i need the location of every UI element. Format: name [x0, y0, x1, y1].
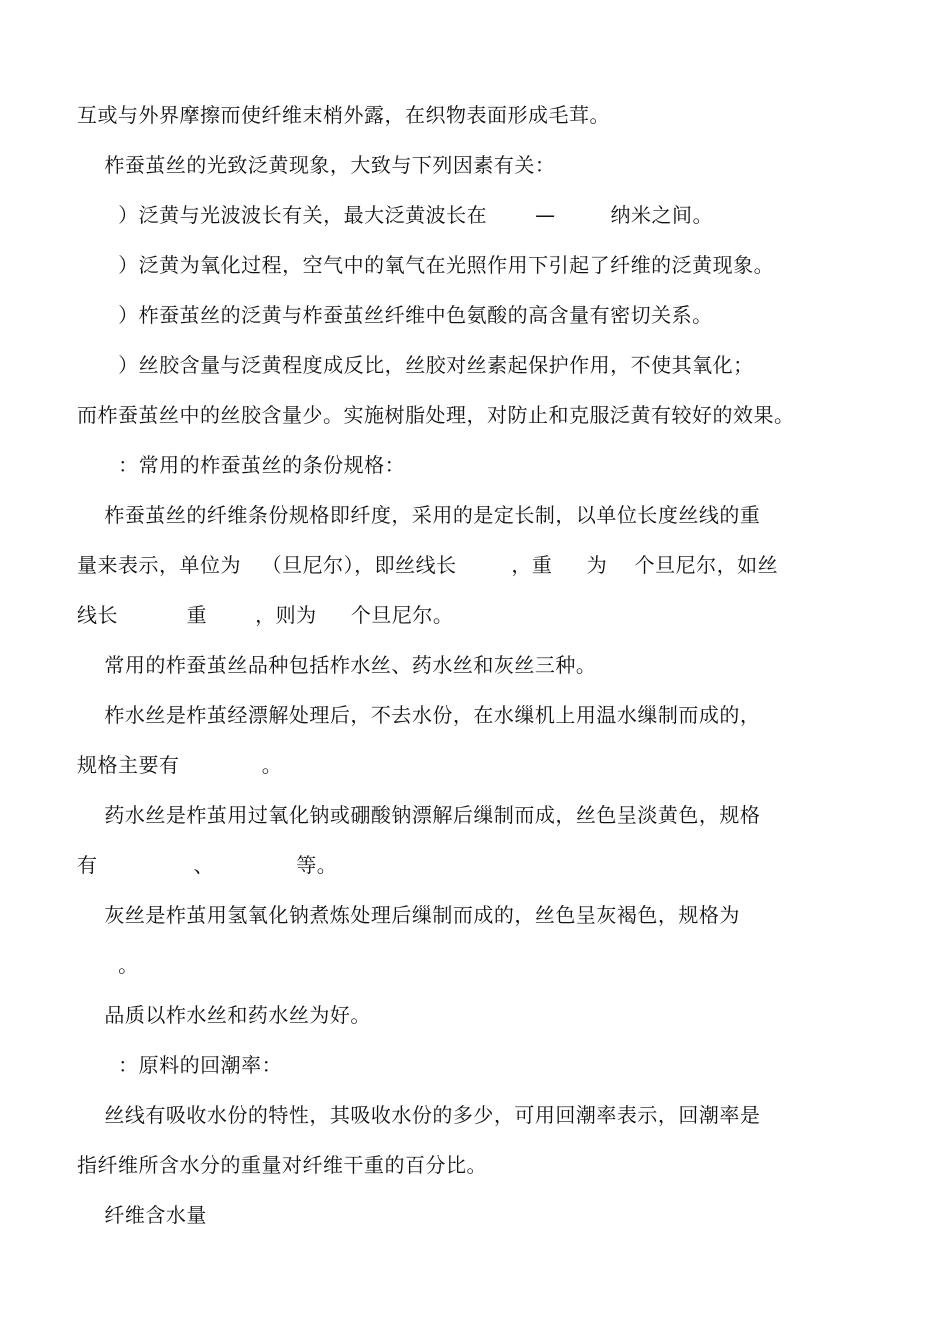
text-line: 丝线有吸收水份的特性，其吸收水份的多少，可用回潮率表示，回潮率是: [77, 1103, 761, 1127]
text-line: 柞蚕茧丝的纤维条份规格即纤度，采用的是定长制，以单位长度丝线的重: [77, 503, 761, 527]
section-heading: ：常用的柞蚕茧丝的条份规格：: [77, 453, 406, 477]
text-line: 互或与外界摩擦而使纤维末梢外露，在织物表面形成毛茸。: [77, 103, 610, 127]
text-line: 柞水丝是柞茧经漂解处理后，不去水份，在水缫机上用温水缫制而成的，: [77, 703, 761, 727]
text-line: 规格主要有 。: [77, 753, 283, 777]
text-line: 纤维含水量: [77, 1203, 207, 1227]
text-line: 柞蚕茧丝的光致泛黄现象，大致与下列因素有关：: [77, 153, 556, 177]
text-line: 药水丝是柞茧用过氧化钠或硼酸钠漂解后缫制而成，丝色呈淡黄色，规格: [77, 803, 761, 827]
text-line: ）泛黄与光波波长有关，最大泛黄波长在 — 纳米之间。: [77, 203, 714, 227]
text-line: 灰丝是柞茧用氢氧化钠煮炼处理后缫制而成的，丝色呈灰褐色，规格为: [77, 903, 740, 927]
section-heading: ：原料的回潮率：: [77, 1053, 283, 1077]
text-line: 品质以柞水丝和药水丝为好。: [77, 1003, 371, 1027]
text-line: 线长 重 ，则为 个旦尼尔。: [77, 603, 454, 627]
text-line: ）柞蚕茧丝的泛黄与柞蚕茧丝纤维中色氨酸的高含量有密切关系。: [77, 303, 713, 327]
text-line: 而柞蚕茧丝中的丝胶含量少。实施树脂处理，对防止和克服泛黄有较好的效果。: [77, 403, 795, 427]
text-line: ）泛黄为氧化过程，空气中的氧气在光照作用下引起了纤维的泛黄现象。: [77, 253, 775, 277]
text-line: 指纤维所含水分的重量对纤维干重的百分比。: [77, 1153, 487, 1177]
text-line: ）丝胶含量与泛黄程度成反比，丝胶对丝素起保护作用，不使其氧化；: [77, 353, 754, 377]
text-line: 。: [77, 953, 139, 977]
text-line: 常用的柞蚕茧丝品种包括柞水丝、药水丝和灰丝三种。: [77, 653, 597, 677]
text-line: 有 、 等。: [77, 853, 338, 877]
text-line: 量来表示，单位为 （旦尼尔），即丝线长 ，重 为 个旦尼尔，如丝: [77, 553, 779, 577]
